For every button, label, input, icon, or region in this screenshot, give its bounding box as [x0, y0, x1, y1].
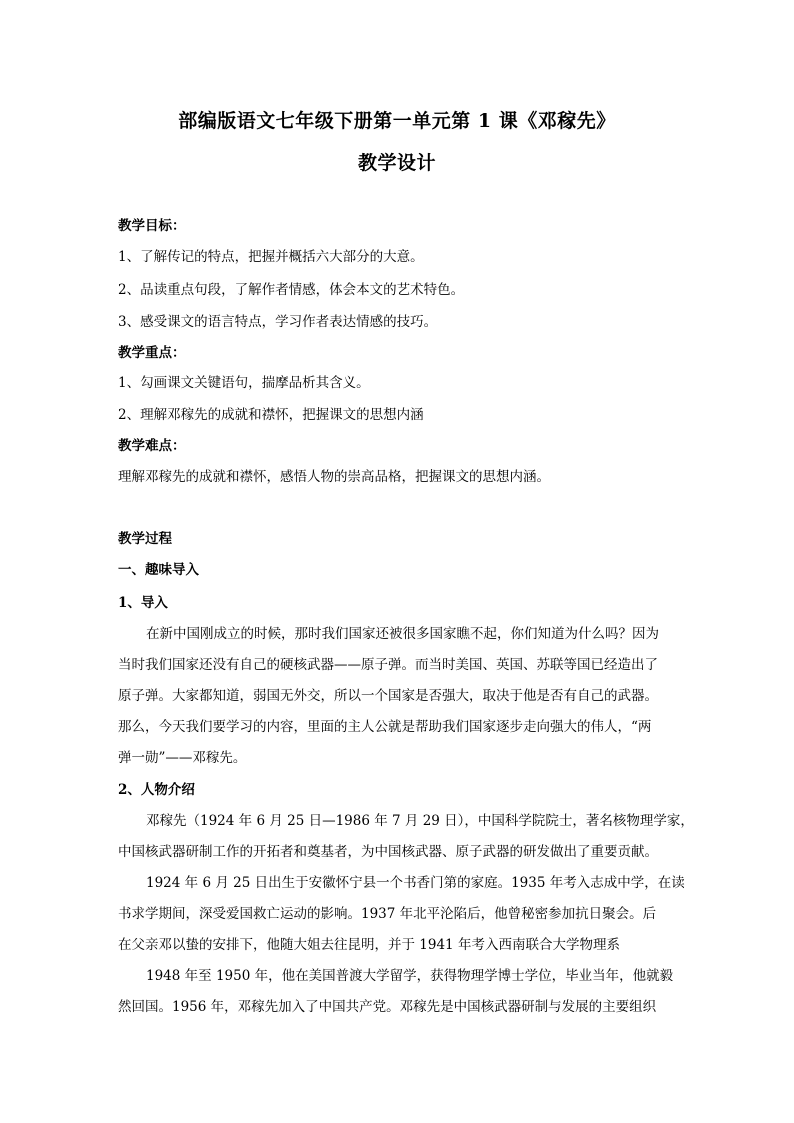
- section-1-heading: 一、趣味导入: [118, 562, 199, 578]
- goal-item-1: 1、了解传记的特点，把握并概括六大部分的大意。: [118, 249, 424, 265]
- intro-paragraph-line: 弹一勋”——邓稼先。: [118, 750, 247, 766]
- document-title: 部编版语文七年级下册第一单元第 1 课《邓稼先》: [178, 110, 616, 132]
- key-points-heading: 教学重点：: [118, 345, 186, 361]
- bio-paragraph-line: 在父亲邓以蛰的安排下，他随大姐去往昆明，并于 1941 年考入西南联合大学物理系: [118, 937, 620, 953]
- key-point-item-1: 1、勾画课文关键语句，揣摩品析其含义。: [118, 375, 370, 391]
- difficulty-text: 理解邓稼先的成就和襟怀，感悟人物的崇高品格，把握课文的思想内涵。: [118, 469, 550, 485]
- key-point-item-2: 2、理解邓稼先的成就和襟怀，把握课文的思想内涵: [118, 407, 424, 423]
- difficulty-heading: 教学难点：: [118, 438, 186, 454]
- intro-paragraph-line: 当时我们国家还没有自己的硬核武器——原子弹。而当时美国、英国、苏联等国已经造出了: [118, 657, 658, 673]
- bio-paragraph-line: 然回国。1956 年，邓稼先加入了中国共产党。邓稼先是中国核武器研制与发展的主要组织: [118, 999, 657, 1015]
- subsection-2-heading: 2、人物介绍: [118, 782, 195, 798]
- goals-heading: 教学目标：: [118, 218, 186, 234]
- document-subtitle: 教学设计: [357, 152, 436, 174]
- goal-item-3: 3、感受课文的语言特点，学习作者表达情感的技巧。: [118, 314, 438, 330]
- bio-paragraph-line: 1948 年至 1950 年，他在美国普渡大学留学，获得物理学博士学位，毕业当年，他就毅: [146, 968, 674, 984]
- intro-paragraph-line: 在新中国刚成立的时候，那时我们国家还被很多国家瞧不起，你们知道为什么吗？因为: [146, 626, 659, 642]
- bio-paragraph-line: 书求学期间，深受爱国救亡运动的影响。1937 年北平沦陷后，他曾秘密参加抗日聚会。后: [118, 906, 657, 922]
- process-heading: 教学过程: [118, 531, 172, 547]
- bio-paragraph-line: 1924 年 6 月 25 日出生于安徽怀宁县一个书香门第的家庭。1935 年考入志成中学，在读: [146, 875, 685, 891]
- bio-paragraph-line: 中国核武器研制工作的开拓者和奠基者，为中国核武器、原子武器的研发做出了重要贡献。: [118, 844, 658, 860]
- bio-paragraph-line: 邓稼先（1924 年 6 月 25 日—1986 年 7 月 29 日），中国科学院院士，著名核物理学家，: [146, 813, 694, 829]
- intro-paragraph-line: 原子弹。大家都知道，弱国无外交，所以一个国家是否强大，取决于他是否有自己的武器。: [118, 688, 658, 704]
- intro-paragraph-line: 那么，今天我们要学习的内容，里面的主人公就是帮助我们国家逐步走向强大的伟人，“两: [118, 719, 652, 735]
- goal-item-2: 2、品读重点句段，了解作者情感，体会本文的艺术特色。: [118, 282, 465, 298]
- subsection-1-heading: 1、导入: [118, 595, 168, 611]
